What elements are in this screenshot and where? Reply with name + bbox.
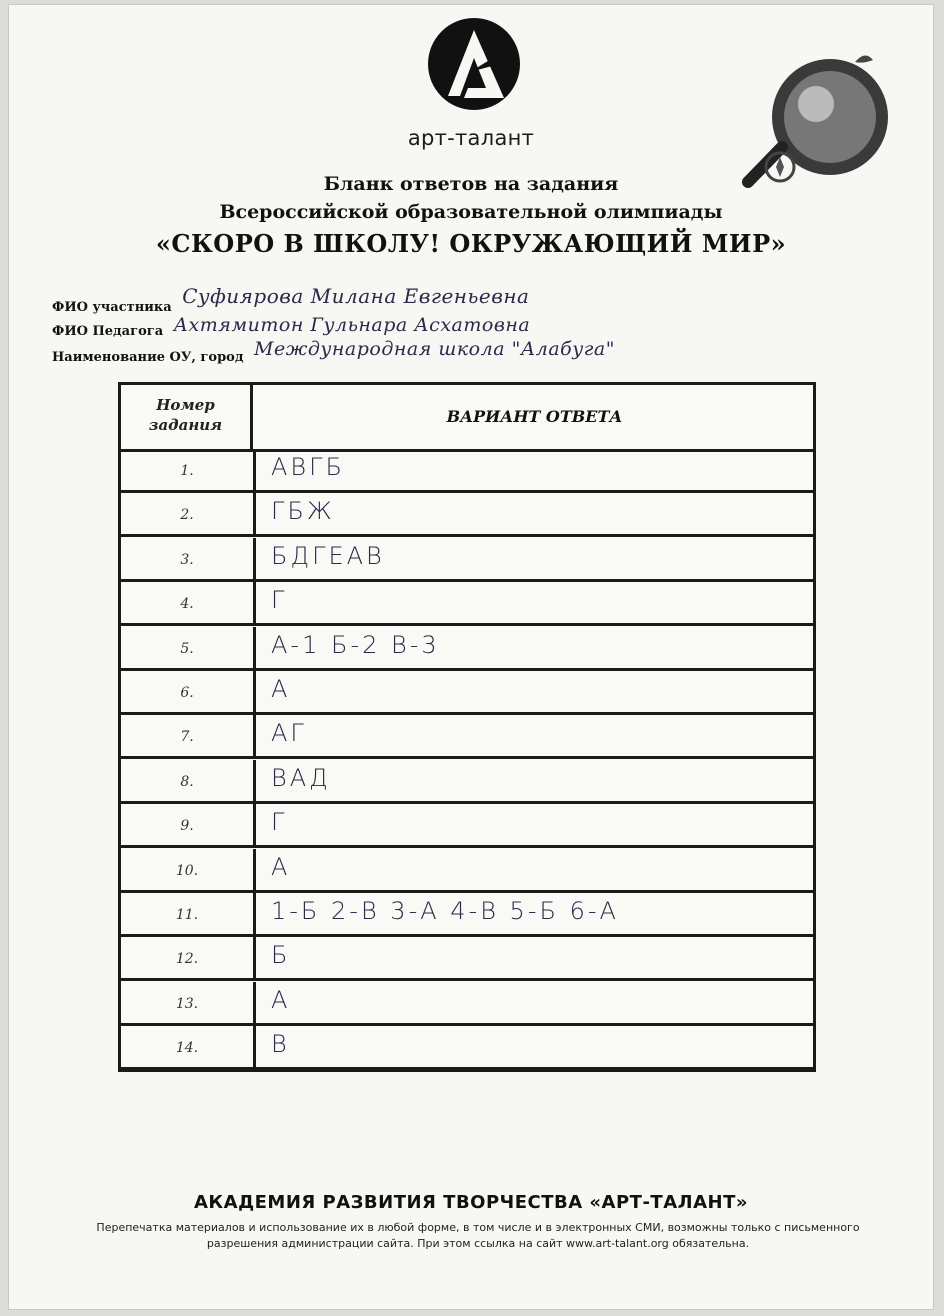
handwritten-answer: Г [271,586,288,615]
table-row [121,449,813,493]
task-number: 14. [121,1026,256,1067]
answer-header: ВАРИАНТ ОТВЕТА [446,407,623,426]
table-row [121,538,813,582]
task-number: 3. [121,538,256,579]
answers-table [118,382,816,1072]
table-row [121,760,813,804]
table-header [121,385,813,452]
table-row [121,893,813,937]
title-line-1: Бланк ответов на задания [323,173,619,195]
table-row [121,804,813,848]
table-row [121,493,813,537]
answer-sheet [8,4,934,1310]
teacher-label: ФИО Педагога [52,324,164,339]
handwritten-answer: АВГБ [271,453,345,481]
participant-label: ФИО участника [52,300,172,315]
handwritten-answer: АГ [271,719,307,748]
table-row [121,1026,813,1070]
task-number: 11. [121,893,256,934]
school-value: Международная школа "Алабуга" [254,338,615,360]
participant-field [52,284,530,316]
handwritten-answer: А [271,985,291,1014]
table-row [121,937,813,981]
task-number: 12. [121,937,256,978]
task-number: 10. [121,849,256,890]
task-number: 13. [121,982,256,1023]
handwritten-answer: А-1 Б-2 В-3 [271,630,440,659]
task-number: 7. [121,715,256,756]
school-label: Наименование ОУ, город [52,350,244,365]
table-row [121,715,813,759]
task-number: 2. [121,493,256,534]
handwritten-answer: Г [271,808,288,837]
brand-name: арт-талант [407,126,535,150]
handwritten-answer: А [271,852,291,881]
task-number: 1. [121,449,256,490]
participant-value: Суфиярова Милана Евгеньевна [182,284,530,308]
task-number: 9. [121,804,256,845]
table-row [121,671,813,715]
handwritten-answer: А [271,675,291,703]
handwritten-answer: БДГЕАВ [271,541,385,570]
handwritten-answer: ГБЖ [271,497,335,526]
title-line-3: «СКОРО В ШКОЛУ! ОКРУЖАЮЩИЙ МИР» [155,229,787,258]
handwritten-answer: Б [271,941,291,970]
school-field [52,338,615,366]
art-talant-logo-icon [426,16,522,112]
task-number: 6. [121,671,256,712]
task-number: 4. [121,582,256,623]
handwritten-answer: В [271,1030,290,1059]
teacher-field [52,314,531,340]
title-block [8,170,934,262]
task-number: 5. [121,627,256,668]
table-row [121,849,813,893]
footer-note: Перепечатка материалов и использование их в любой форме, в том числе и в электронных СМИ, возможны только с письменного разрешения администрации сайта. При этом ссылка на сайт www.art-talant.org обязательна. [96,1221,860,1250]
table-row [121,627,813,671]
table-row [121,582,813,626]
teacher-value: Ахтямитон Гульнара Асхатовна [173,314,531,336]
task-number: 8. [121,760,256,801]
handwritten-answer: ВАД [271,763,331,792]
title-line-2: Всероссийской образовательной олимпиады [219,201,723,223]
footer-title: АКАДЕМИЯ РАЗВИТИЯ ТВОРЧЕСТВА «АРТ-ТАЛАНТ» [194,1192,748,1213]
table-row [121,982,813,1026]
handwritten-answer: 1-Б 2-В 3-А 4-В 5-Б 6-А [271,897,619,925]
task-number-header: Номер задания [121,385,253,449]
